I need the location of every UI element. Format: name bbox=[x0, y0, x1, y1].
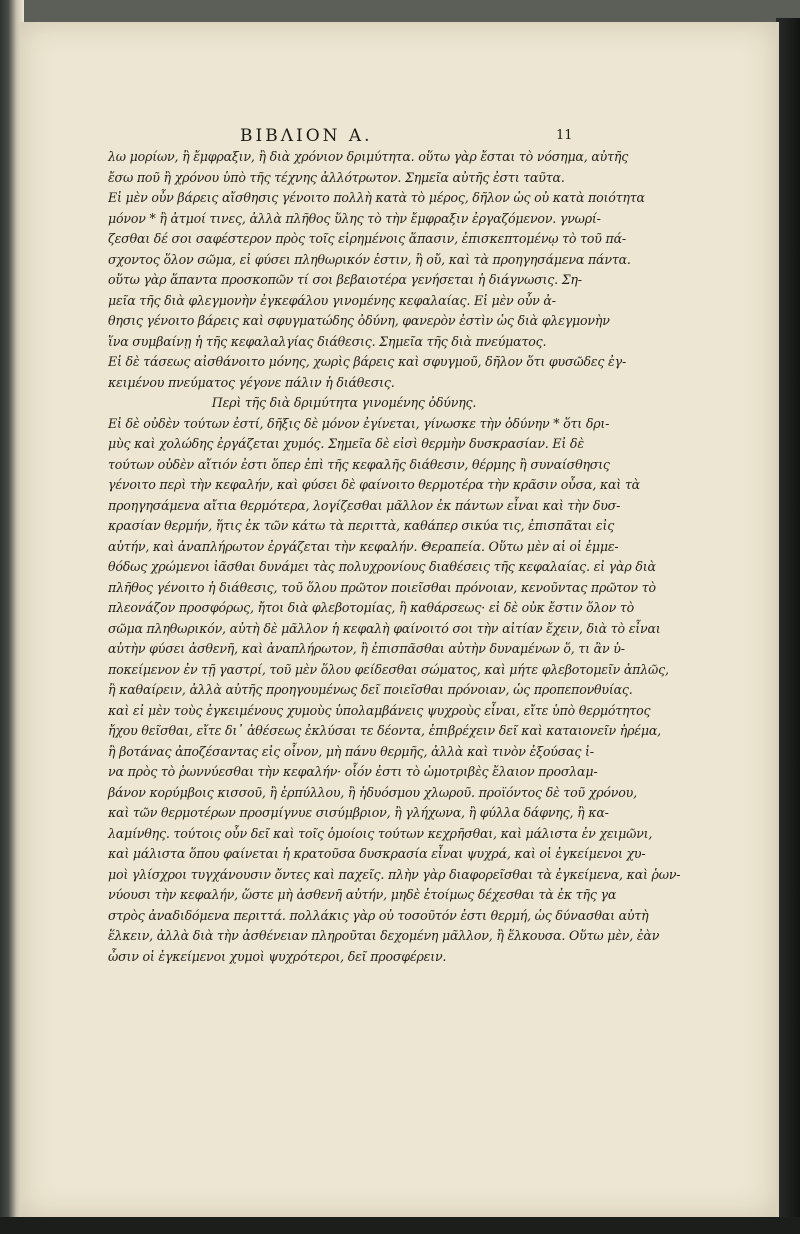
text-line: τούτων οὐδὲν αἴτιόν ἐστι ὅπερ ἐπὶ τῆς κεφαλῆς διάθεσιν, θέρμης ἢ συναίσθησις bbox=[108, 456, 610, 472]
text-line: λω μορίων, ἢ ἔμφραξιν, ἢ διὰ χρόνιον δριμύτητα. οὕτω γὰρ ἔσται τὸ νόσημα, αὐτῆς bbox=[108, 149, 629, 164]
text-line: καὶ εἰ μὲν τοὺς ἐγκειμένους χυμοὺς ὑπολαμβάνεις ψυχροὺς εἶναι, εἴτε ὑπὸ θερμότητος bbox=[108, 702, 651, 718]
text-line: Εἰ μὲν οὖν βάρεις αἴσθησις γένοιτο πολλὴ κατὰ τὸ μέρος, δῆλον ὡς οὐ κατὰ ποιότητα bbox=[108, 190, 645, 205]
text-line: πλῆθος γένοιτο ἡ διάθεσις, τοῦ ὅλου πρῶτον ποιεῖσθαι πρόνοιαν, κενοῦντας πρῶτον τὸ bbox=[108, 579, 656, 595]
text-line: αὐτήν, καὶ ἀναπλήρωτον ἐργάζεται τὴν κεφαλήν. Θεραπεία. Οὕτω μὲν αἱ οἱ ἐμμε- bbox=[108, 538, 619, 554]
text-line: βάνον κορύμβοις κισσοῦ, ἢ ἑρπύλλου, ἢ ἡδυόσμου χλωροῦ. προϊόντος δὲ τοῦ χρόνου, bbox=[108, 784, 637, 800]
text-line: πλεονάζον προσφόρως, ἤτοι διὰ φλεβοτομίας, ἢ καθάρσεως· εἰ δὲ οὐκ ἔστιν ὅλον τὸ bbox=[108, 600, 635, 615]
text-line: νύουσι τὴν κεφαλήν, ὥστε μὴ ἀσθενῆ αὐτήν, μηδὲ ἑτοίμως δέχεσθαι τὰ ἐκ τῆς γα bbox=[108, 887, 617, 902]
book-cover-edge bbox=[776, 18, 800, 1222]
text-line: σχοντος ὅλον σῶμα, εἰ φύσει πληθωρικόν ἐστιν, ἢ οὔ, καὶ τὰ προηγησάμενα πάντα. bbox=[108, 251, 631, 267]
text-line: ἤχου θεῖσθαι, εἴτε δι᾽ ἀθέσεως ἐκλύσαι τε δέοντα, ἐπιβρέχειν δεῖ καὶ καταιονεῖν ἠρέμα, bbox=[108, 723, 661, 738]
text-line: ἕλκειν, ἀλλὰ διὰ τὴν ἀσθένειαν πληροῦται δεχομένη μᾶλλον, ἢ ἕλκουσα. Οὕτω μὲν, ἐὰν bbox=[108, 928, 660, 943]
text-line: ζεσθαι δέ σοι σαφέστερον πρὸς τοῖς εἰρημένοις ἅπασιν, ἐπισκεπτομένῳ τὸ τοῦ πά- bbox=[108, 231, 626, 246]
text-line: προηγησάμενα αἴτια θερμότερα, λογίζεσθαι μᾶλλον ἐκ πάντων εἶναι καὶ τὴν δυσ- bbox=[108, 497, 621, 513]
text-line: θόδως χρώμενοι ἰᾶσθαι δυνάμει τὰς πολυχρονίους διαθέσεις τῆς κεφαλαίας. εἰ γὰρ διὰ bbox=[108, 559, 656, 574]
text-line: καὶ τῶν θερμοτέρων προσμίγνυε σισύμβριον, ἢ γλήχωνα, ἢ φύλλα δάφνης, ἢ κα- bbox=[108, 805, 609, 820]
text-line: γένοιτο περὶ τὴν κεφαλήν, καὶ φύσει δὲ φαίνοιτο θερμοτέρα τὴν κρᾶσιν οὖσα, καὶ τὰ bbox=[108, 477, 640, 492]
text-line: Εἰ δὲ οὐδὲν τούτων ἐστί, δῆξις δὲ μόνον ἐγίνεται, γίνωσκε τὴν ὀδύνην * ὅτι δρι- bbox=[108, 415, 610, 431]
text-line: μόνον * ἢ ἀτμοί τινες, ἀλλὰ πλῆθος ὕλης τὸ τὴν ἔμφραξιν ἐργαζόμενον. γνωρί- bbox=[108, 210, 601, 226]
text-line: σῶμα πληθωρικόν, αὐτὴ δὲ μᾶλλον ἡ κεφαλὴ φαίνοιτό σοι τὴν αἰτίαν ἔχειν, διὰ τὸ εἶναι bbox=[108, 620, 661, 636]
text-line: κειμένου πνεύματος γέγονε πάλιν ἡ διάθεσις. bbox=[108, 374, 395, 390]
text-line: αὐτὴν φύσει ἀσθενῆ, καὶ ἀναπλήρωτον, ἢ ἐπισπᾶσθαι αὐτὴν δυναμένων ὅ, τι ἂν ὑ- bbox=[108, 641, 625, 656]
text-line: να πρὸς τὸ ῥωννύεσθαι τὴν κεφαλήν· οἷόν ἐστι τὸ ὠμοτριβὲς ἔλαιον προσλαμ- bbox=[108, 764, 598, 779]
text-line: ποκείμενον ἐν τῇ γαστρί, τοῦ μὲν ὅλου φείδεσθαι σώματος, καὶ μήτε φλεβοτομεῖν ἁπλῶς, bbox=[108, 661, 669, 677]
text-line: ἢ καθαίρειν, ἀλλὰ αὐτῆς προηγουμένως δεῖ ποιεῖσθαι πρόνοιαν, ὡς προπεπονθυίας. bbox=[108, 682, 633, 697]
text-line: καὶ μάλιστα ὅπου φαίνεται ἡ κρατοῦσα δυσκρασία εἶναι ψυχρά, καὶ οἱ ἐγκείμενοι χυ- bbox=[108, 846, 646, 861]
text-line: στρὸς ἀναδιδόμενα περιττά. πολλάκις γὰρ οὐ τοσοῦτόν ἐστι θερμή, ὡς δύνασθαι αὐτὴ bbox=[108, 907, 649, 923]
text-line: ἔσω ποῦ ἢ χρόνου ὑπὸ τῆς τέχνης ἀλλότρωτον. Σημεῖα αὐτῆς ἐστι ταῦτα. bbox=[108, 169, 565, 185]
text-line: οὕτω γὰρ ἅπαντα προσκοπῶν τί σοι βεβαιοτέρα γενήσεται ἡ διάγνωσις. Ση- bbox=[108, 272, 582, 287]
text-line: μεῖα τῆς διὰ φλεγμονὴν ἐγκεφάλου γινομένης κεφαλαίας. Εἰ μὲν οὖν ἀ- bbox=[108, 292, 556, 308]
running-header: ΒΙΒΛΙΟΝ Α. bbox=[240, 126, 373, 146]
text-line: ὦσιν οἱ ἐγκείμενοι χυμοὶ ψυχρότεροι, δεῖ προσφέρειν. bbox=[108, 948, 447, 964]
text-line: μὺς καὶ χολώδης ἐργάζεται χυμός. Σημεῖα δὲ εἰσὶ θερμὴν δυσκρασίαν. Εἰ δὲ bbox=[108, 436, 584, 451]
page-number: 11 bbox=[556, 128, 573, 143]
text-line: ἵνα συμβαίνῃ ἡ τῆς κεφαλαλγίας διάθεσις. Σημεῖα τῆς διὰ πνεύματος. bbox=[108, 333, 547, 349]
text-line: μοὶ γλίσχροι τυγχάνουσιν ὄντες καὶ παχεῖς. πλὴν γὰρ διαφορεῖσθαι τὰ ἐγκείμενα, καὶ ῥων- bbox=[108, 866, 681, 882]
section-heading: Περὶ τῆς διὰ δριμύτητα γινομένης ὀδύνης. bbox=[211, 395, 477, 410]
text-line: θησις γένοιτο βάρεις καὶ σφυγματώδης ὀδύνη, φανερὸν ἐστὶν ὡς διὰ φλεγμονὴν bbox=[108, 313, 610, 328]
text-line: ἢ βοτάνας ἀποζέσαντας εἰς οἶνον, μὴ πάνυ θερμῆς, ἀλλὰ καὶ τινὸν ἐξούσας ἰ- bbox=[108, 743, 594, 759]
text-line: Εἰ δὲ τάσεως αἰσθάνοιτο μόνης, χωρὶς βάρεις καὶ σφυγμοῦ, δῆλον ὅτι φυσῶδες ἐγ- bbox=[108, 354, 626, 369]
background-bottom bbox=[0, 1217, 800, 1234]
text-line: λαμίνθης. τούτοις οὖν δεῖ καὶ τοῖς ὁμοίοις τούτων κεχρῆσθαι, καὶ μάλιστα ἐν χειμῶνι, bbox=[108, 825, 653, 841]
body-text bbox=[108, 147, 681, 967]
text-line: κρασίαν θερμήν, ἥτις ἐκ τῶν κάτω τὰ περιττὰ, καθάπερ σικύα τις, ἐπισπᾶται εἰς bbox=[108, 518, 615, 533]
